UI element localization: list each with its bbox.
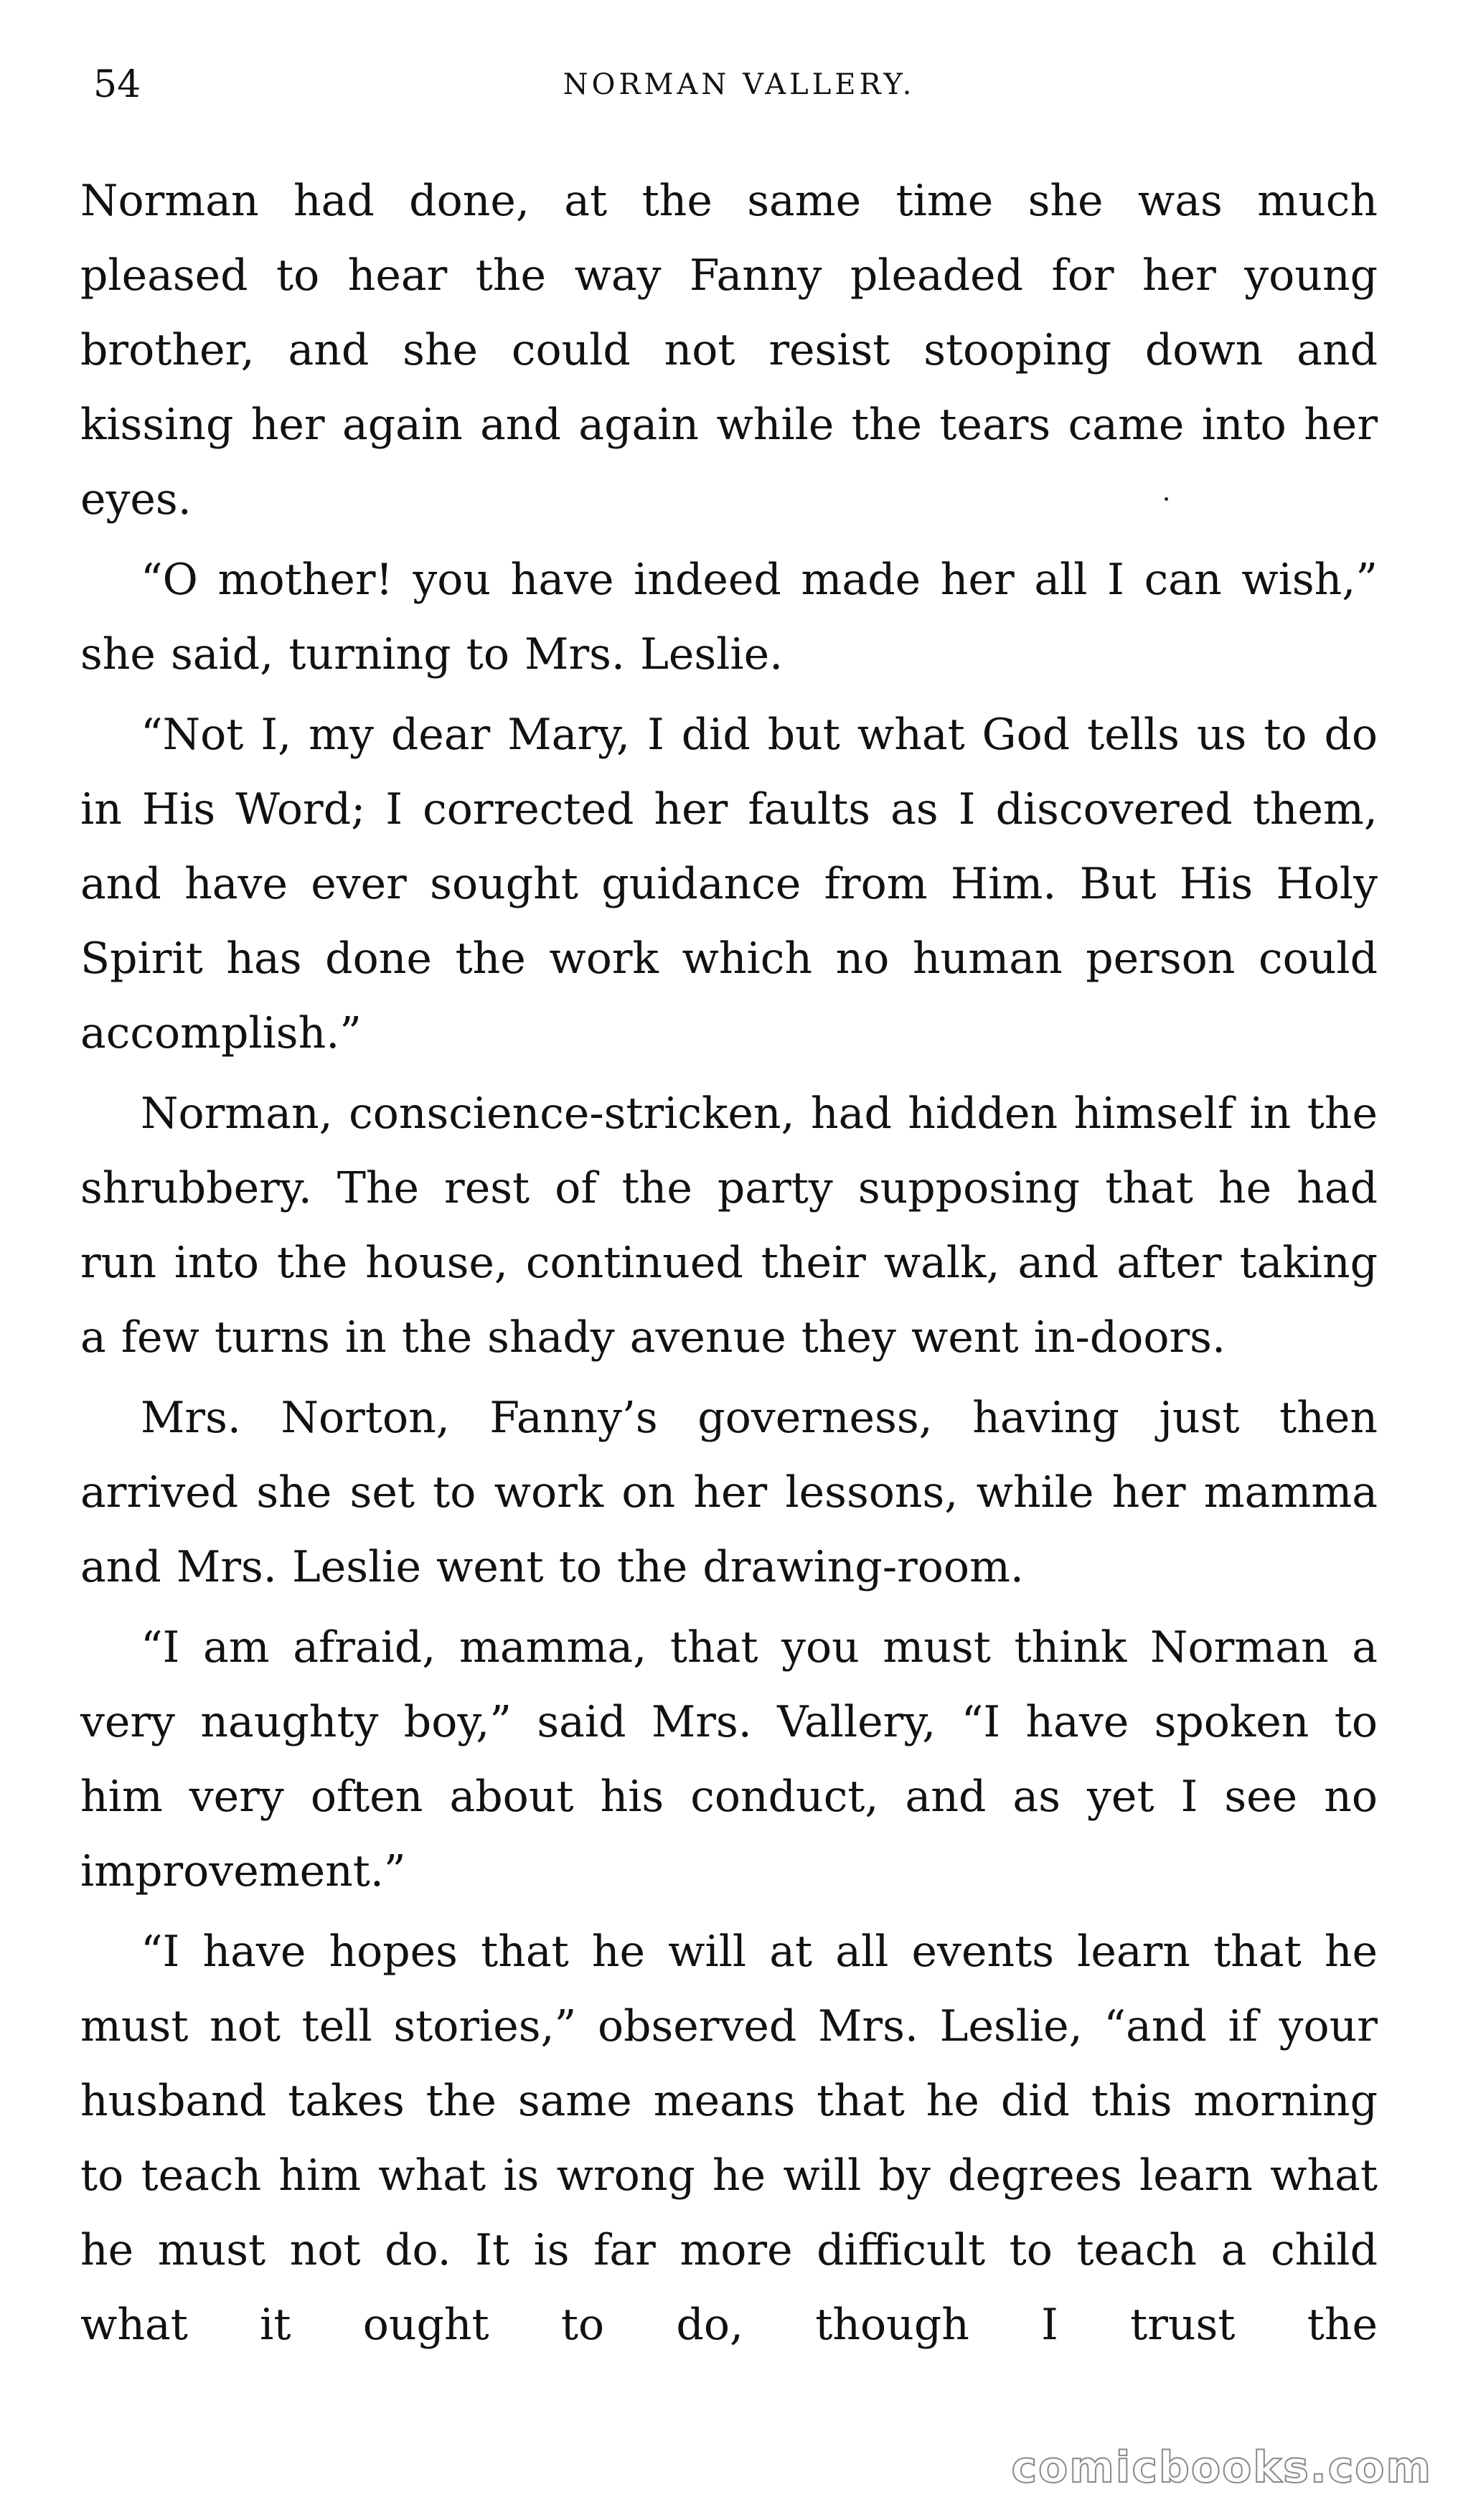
paragraph: “O mother! you have indeed made her all I can wish,” she said, turning to Mrs. Leslie. [80,555,1378,680]
paragraph: Norman, conscience-stricken, had hidden himself in the shrubbery. The rest of the party supposing that he had run into the house, continued their walk, and after taking a few turns in the shady avenue they went in-doors. [80,1089,1378,1363]
paragraph-continued: Norman had done, at the same time she was much pleased to hear the way Fanny pleaded for her young brother, and she could not resist stooping down and kissing her again and again while the tears came into her eyes. [80,176,1378,525]
watermark: comicbooks.com [1011,2443,1432,2493]
ink-speck [1165,497,1168,501]
paragraph: “I am afraid, mamma, that you must think Norman a very naughty boy,” said Mrs. Vallery, “I have spoken to him very often about his conduct, and as yet I see no improvement.” [80,1622,1378,1896]
paragraph: Mrs. Norton, Fanny’s governess, having just then arrived she set to work on her lessons, while her mamma and Mrs. Leslie went to the drawing-room. [80,1393,1378,1592]
running-title: NORMAN VALLERY. [563,68,916,101]
body-text [80,164,1378,2368]
page-number: 54 [93,63,141,106]
paragraph-runs-over: “I have hopes that he will at all events learn that he must not tell stories,” observed Mrs. Leslie, “and if your husband takes the same means that he did this morning to teach him what is wrong he will by degrees learn what he must not do. It is far more difficult to teach a child what it ought to do, though I trust the [80,1927,1378,2350]
running-head [79,56,1399,113]
paragraph: “Not I, my dear Mary, I did but what God tells us to do in His Word; I corrected her faults as I discovered them, and have ever sought guidance from Him. But His Holy Spirit has done the work which no human person could accomplish.” [80,710,1378,1058]
